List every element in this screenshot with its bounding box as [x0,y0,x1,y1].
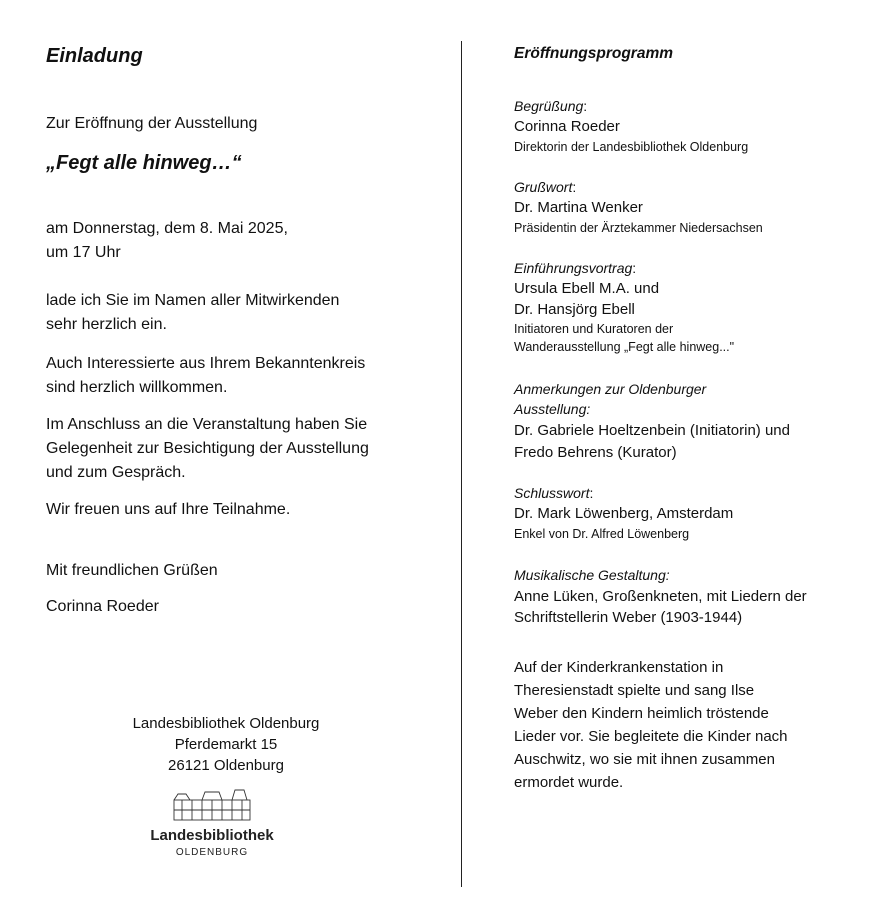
program-item-label: Begrüßung: [514,98,588,114]
signature-name: Corinna Roeder [46,598,159,615]
program-item-person: Dr. Martina Wenker [514,199,643,216]
paragraph-1-line-2: sehr herzlich ein. [46,316,167,333]
paragraph-1-line-1: lade ich Sie im Namen aller Mitwirkenden [46,292,340,309]
program-item-role: Initiatoren und Kuratoren der [514,322,674,336]
program-item-person: Dr. Mark Löwenberg, Amsterdam [514,505,734,522]
date-line-2: um 17 Uhr [46,244,121,261]
program-item-label: Grußwort: [514,179,577,195]
program-item-role: Direktorin der Landesbibliothek Oldenburg [514,140,749,154]
paragraph-2-line-2: sind herzlich willkommen. [46,379,228,396]
program-heading: Eröffnungsprogramm [514,45,674,62]
program-item-person: Dr. Gabriele Hoeltzenbein (Initiatorin) und [514,422,790,439]
program-item-person: Ursula Ebell M.A. und [514,280,660,297]
column-divider [461,41,462,887]
program-item-label: Einführungsvortrag: [514,260,637,276]
program-item-person: Corinna Roeder [514,118,620,135]
note-line: Lieder vor. Sie begleitete die Kinder nach [514,728,788,745]
program-item-role: Präsidentin der Ärztekammer Niedersachsen [514,221,763,235]
note-line: Theresienstadt spielte und sang Ilse [514,682,755,699]
paragraph-2-line-1: Auch Interessierte aus Ihrem Bekanntenkreis [46,355,366,372]
address-line-3: 26121 Oldenburg [168,757,284,774]
program-item-label: Musikalische Gestaltung: [514,567,670,583]
program-item-person: Schriftstellerin Weber (1903-1944) [514,609,743,626]
note-line: Auschwitz, wo sie mit ihnen zusammen [514,751,775,768]
program-item-person: Anne Lüken, Großenkneten, mit Liedern der [514,588,807,605]
paragraph-3-line-2: Gelegenheit zur Besichtigung der Ausstellung [46,440,369,457]
address-line-2: Pferdemarkt 15 [174,736,278,753]
paragraph-3-line-1: Im Anschluss an die Veranstaltung haben Sie [46,416,368,433]
logo-city: OLDENBURG [175,847,249,858]
exhibition-title: „Fegt alle hinweg…“ [46,152,242,174]
program-item-role: Enkel von Dr. Alfred Löwenberg [514,527,690,541]
closing-text: Mit freundlichen Grüßen [46,562,218,579]
paragraph-4: Wir freuen uns auf Ihre Teilnahme. [46,501,291,518]
library-building-icon [172,788,252,822]
note-line: ermordet wurde. [514,774,624,791]
program-item-label: Schlusswort: [514,485,594,501]
paragraph-3-line-3: und zum Gespräch. [46,464,186,481]
program-item-person: Dr. Hansjörg Ebell [514,301,635,318]
logo-name: Landesbibliothek [150,827,274,844]
date-line-1: am Donnerstag, dem 8. Mai 2025, [46,220,288,237]
program-item-person: Fredo Behrens (Kurator) [514,444,677,461]
program-item-role: Wanderausstellung „Fegt alle hinweg..." [514,340,735,354]
program-item-label: Ausstellung: [514,401,591,417]
invitation-heading: Einladung [46,45,143,67]
intro-text: Zur Eröffnung der Ausstellung [46,115,258,132]
program-item-label: Anmerkungen zur Oldenburger [514,381,707,397]
note-line: Auf der Kinderkrankenstation in [514,659,724,676]
address-line-1: Landesbibliothek Oldenburg [132,715,320,732]
note-line: Weber den Kindern heimlich tröstende [514,705,769,722]
